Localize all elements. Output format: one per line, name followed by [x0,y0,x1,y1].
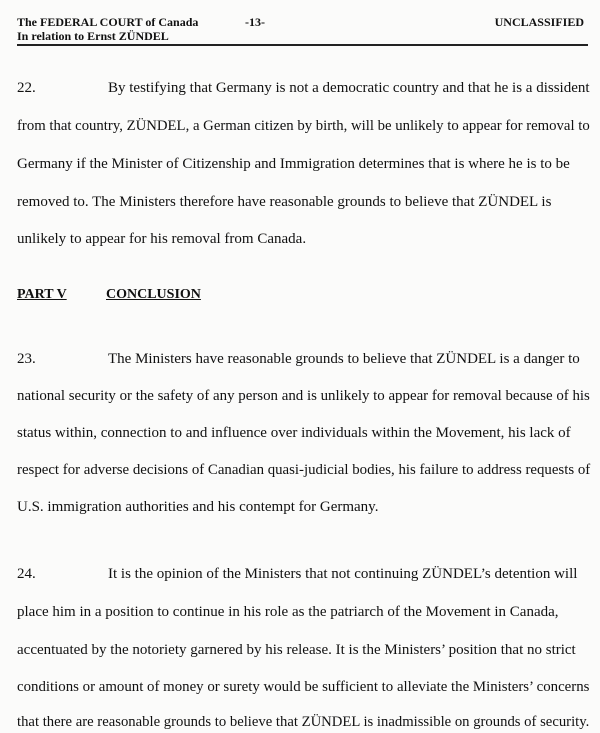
paragraph-line: The Ministers have reasonable grounds to believe that ZÜNDEL is a danger to [108,351,580,367]
section-title: CONCLUSION [106,287,201,302]
paragraph-line: unlikely to appear for his removal from Canada. [17,231,307,247]
paragraph-line: It is the opinion of the Ministers that not continuing ZÜNDEL’s detention will [108,566,578,582]
header-rule [17,44,588,46]
paragraph-line: that there are reasonable grounds to believe that ZÜNDEL is inadmissible on grounds of security. [17,714,590,730]
paragraph-number: 22. [17,80,36,96]
paragraph-line: Germany if the Minister of Citizenship and Immigration determines that is where he is to be [17,156,570,172]
part-label: PART V [17,287,67,302]
paragraph-line: respect for adverse decisions of Canadian quasi-judicial bodies, his failure to address requests of [17,462,591,478]
header-left [17,15,198,43]
page-number: -13- [245,15,265,29]
paragraph-line: U.S. immigration authorities and his contempt for Germany. [17,499,379,515]
paragraph-line: from that country, ZÜNDEL, a German citizen by birth, will be unlikely to appear for removal to [17,118,590,134]
court-name: The FEDERAL COURT of Canada [17,15,199,29]
paragraph-number: 24. [17,566,36,582]
paragraph-line: removed to. The Ministers therefore have reasonable grounds to believe that ZÜNDEL is [17,194,552,210]
paragraph-line: place him in a position to continue in his role as the patriarch of the Movement in Canada, [17,604,559,620]
paragraph-number: 23. [17,351,36,367]
paragraph-line: By testifying that Germany is not a democratic country and that he is a dissident [108,80,590,96]
paragraph-line: accentuated by the notoriety garnered by his release. It is the Ministers’ position that no strict [17,642,576,658]
relation-line: In relation to Ernst ZÜNDEL [17,29,169,43]
paragraph-line: national security or the safety of any person and is unlikely to appear for removal because of his [17,388,590,404]
classification-label: UNCLASSIFIED [494,15,584,29]
paragraph-line: status within, connection to and influence over individuals within the Movement, his lack of [17,425,571,441]
paragraph-line: conditions or amount of money or surety would be sufficient to alleviate the Ministers’ concerns [17,679,590,695]
